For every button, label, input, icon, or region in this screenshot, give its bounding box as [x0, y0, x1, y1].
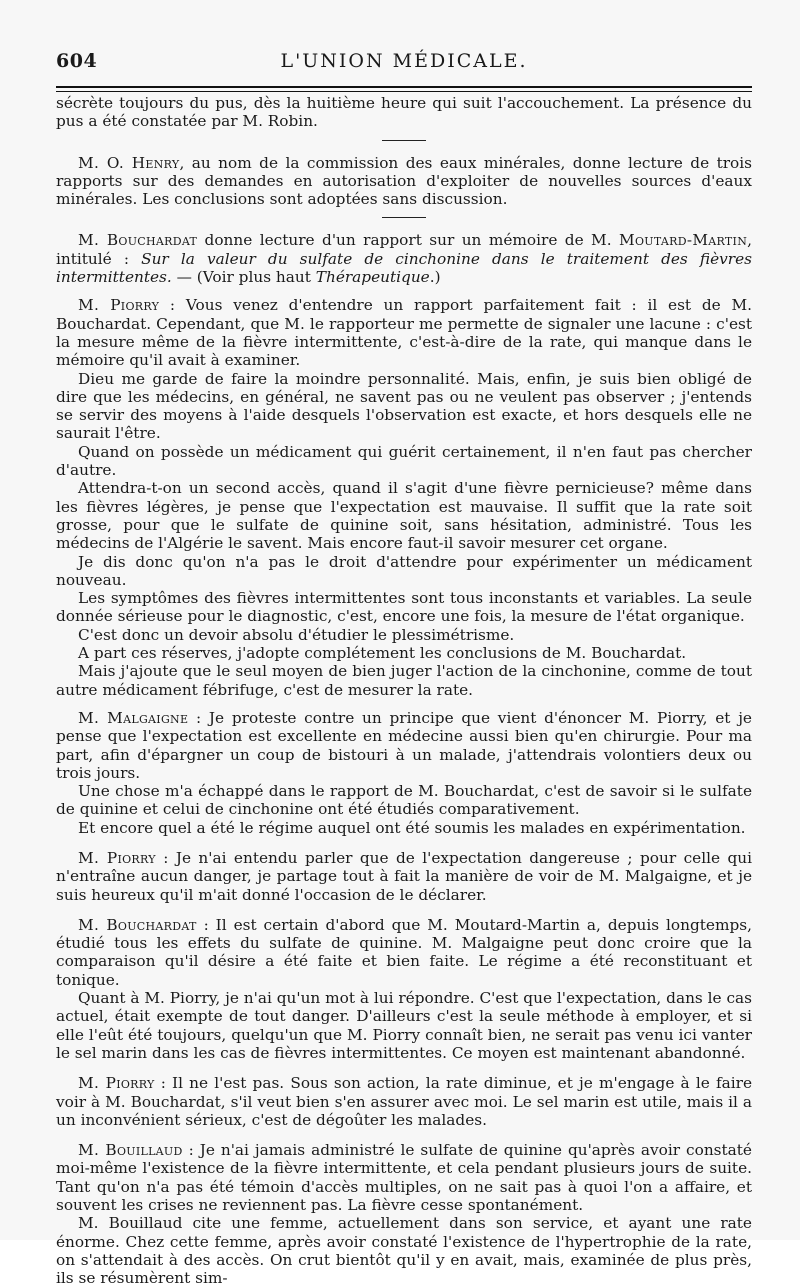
paragraph: A part ces réserves, j'adopte complétement les conclusions de M. Bouchardat.	[78, 644, 687, 663]
paragraph-1: sécrète toujours du pus, dès la huitième heure qui suit l'accouchement. La présence du pus a été constatée par M. Robin.	[56, 94, 752, 131]
paragraph: Dieu me garde de faire la moindre personnalité. Mais, enfin, je suis bien obligé de dire que les médecins, en général, ne savent pas ou ne veulent pas observer ; j'entends se servir des moyens à l'aide desquels l'observation est exacte, et hors desquels elle ne saurait l'être.	[56, 369, 752, 443]
paragraph: Une chose m'a échappé dans le rapport de M. Bouchardat, c'est de savoir si le sulfate de quinine et celui de cinchonine ont été étudiés comparativement.	[56, 782, 752, 819]
paragraph-text: donne lecture d'un rapport sur un mémoire de M.	[197, 231, 620, 250]
paragraph-bouillaud	[56, 1141, 752, 1214]
paragraph-text: : Il est certain d'abord que M. Moutard-Martin a, depuis longtemps, étudié tous les effets du sulfate de quinine. M. Malgaigne peut donc croire que la comparaison qu'il désire a été faite et bien faite. Le régime a été reconstituant et tonique.	[56, 915, 752, 989]
paragraph-text: : Il ne l'est pas. Sous son action, la rate diminue, et je m'engage à le faire voir à M. Bouchardat, s'il veut bien s'en assurer avec moi. Le sel marin est utile, mais il a un inconvénient sérieux, c'est de dégoûter les malades.	[56, 1074, 752, 1129]
speaker-name: M. O. Henry	[78, 153, 180, 172]
paragraph-text: : Vous venez d'entendre un rapport parfaitement fait : il est de M. Bouchardat. Cependant, que M. le rapporteur me permette de signaler une lacune : c'est la mesure même de la fièvre intermittente, c'est-à-dire de la rate, qui manque dans le mémoire qu'il avait à examiner.	[56, 296, 752, 370]
paragraph: Attendra-t-on un second accès, quand il s'agit d'une fièvre pernicieuse? même dans les fièvres légères, je pense que l'expectation est mauvaise. Il suffit que la rate soit grosse, pour que le sulfate de quinine soit, sans hésitation, administré. Tous les médecins de l'Algérie le savent. Mais encore faut-il savoir mesurer cet organe.	[56, 479, 752, 553]
paragraph-text: , intitulé :	[56, 231, 752, 268]
speaker-name: M. Malgaigne	[78, 708, 189, 727]
paragraph: Mais j'ajoute que le seul moyen de bien juger l'action de la cinchonine, comme de tout autre médicament fébrifuge, c'est de mesurer la rate.	[56, 662, 752, 699]
paragraph-text: : Je n'ai jamais administré le sulfate de quinine qu'après avoir constaté moi-même l'existence de la fièvre intermittente, et cela pendant plusieurs jours de suite. Tant qu'on n'a pas été témoin d'accès multiples, on ne sait pas à quoi l'on a affaire, et souvent les crises ne reviennent pas. La fièvre cesse spontanément.	[56, 1141, 752, 1215]
paragraph: C'est donc un devoir absolu d'étudier le plessimétrisme.	[78, 625, 515, 644]
paragraph: Quant à M. Piorry, je n'ai qu'un mot à lui répondre. C'est que l'expectation, dans le cas actuel, était exempte de tout danger. D'ailleurs c'est la seule méthode à employer, et si elle l'eût été toujours, quelqu'un que M. Piorry connaît bien, ne serait pas venu ici vanter le sel marin dans les cas de fièvres intermittentes. Ce moyen est maintenant abandonné.	[56, 989, 752, 1062]
speaker-name: M. Piorry	[78, 848, 156, 867]
paragraph-text: , au nom de la commission des eaux minérales, donne lecture de trois rapports sur des demandes en autorisation d'exploiter de nouvelles sources d'eaux minérales. Les conclusions sont adoptées sans discussion.	[56, 153, 752, 209]
paragraph-text: — (Voir plus haut	[171, 268, 316, 287]
paragraph: M. Bouillaud cite une femme, actuellement dans son service, et ayant une rate énorme. Chez cette femme, après avoir constaté l'existence de l'hypertrophie de la rate, on s'attendait à des accès. On crut bientôt qu'il y en avait, mais, examinée de plus près, ils se résumèrent sim-	[56, 1214, 752, 1288]
running-title: L'UNION MÉDICALE.	[280, 50, 528, 72]
speaker-name: M. Bouchardat	[78, 915, 197, 934]
paragraph: Je dis donc qu'on n'a pas le droit d'attendre pour expérimenter un médicament nouveau.	[56, 552, 752, 589]
paragraph-text: : Je n'ai entendu parler que de l'expectation dangereuse ; pour celle qui n'entraîne aucun danger, je partage tout à fait la manière de voir de M. Malgaigne, et je suis heureux qu'il m'ait donné l'occasion de le déclarer.	[56, 848, 753, 904]
paragraph-piorry-1	[56, 296, 752, 369]
paragraph-bouchardat-report	[56, 231, 752, 286]
page-number: 604	[56, 50, 98, 72]
paragraph-bouchardat-reply	[56, 916, 752, 989]
speaker-name: M. Piorry	[78, 1074, 155, 1093]
paragraph-text: : Je proteste contre un principe que vient d'énoncer M. Piorry, et je pense que l'expectation est excellente en médecine aussi bien qu'en chirurgie. Pour ma part, afin d'épargner un coup de bistouri à un malade, j'attendrais volontiers deux ou trois jours.	[56, 708, 752, 782]
paragraph-text: .)	[429, 268, 441, 287]
page-header	[56, 50, 752, 80]
section-separator	[382, 140, 426, 141]
article-body	[56, 94, 752, 1288]
paragraph-henry	[56, 154, 752, 209]
speaker-name: M. Bouillaud	[78, 1141, 183, 1160]
paragraph: Quand on possède un médicament qui guérit certainement, il n'en faut pas chercher d'autre.	[56, 442, 752, 480]
speaker-name: M. Bouchardat	[78, 231, 198, 250]
paragraph: Et encore quel a été le régime auquel ont été soumis les malades en expérimentation.	[78, 818, 746, 837]
paragraph-piorry-3	[56, 1074, 752, 1129]
author-name: Moutard-Martin	[619, 231, 748, 250]
paragraph-malgaigne	[56, 709, 752, 782]
paragraph-piorry-2	[56, 849, 752, 904]
paragraph: Les symptômes des fièvres intermittentes sont tous inconstants et variables. La seule donnée sérieuse pour le diagnostic, c'est, encore une fois, la mesure de l'état organique.	[56, 589, 752, 626]
section-separator	[382, 217, 426, 218]
memoir-title: Sur la valeur du sulfate de cinchonine dans le traitement des fièvres intermittentes.	[56, 249, 752, 287]
speaker-name: M. Piorry	[78, 296, 160, 315]
header-rule	[56, 86, 752, 92]
section-reference: Thérapeutique	[315, 268, 430, 287]
